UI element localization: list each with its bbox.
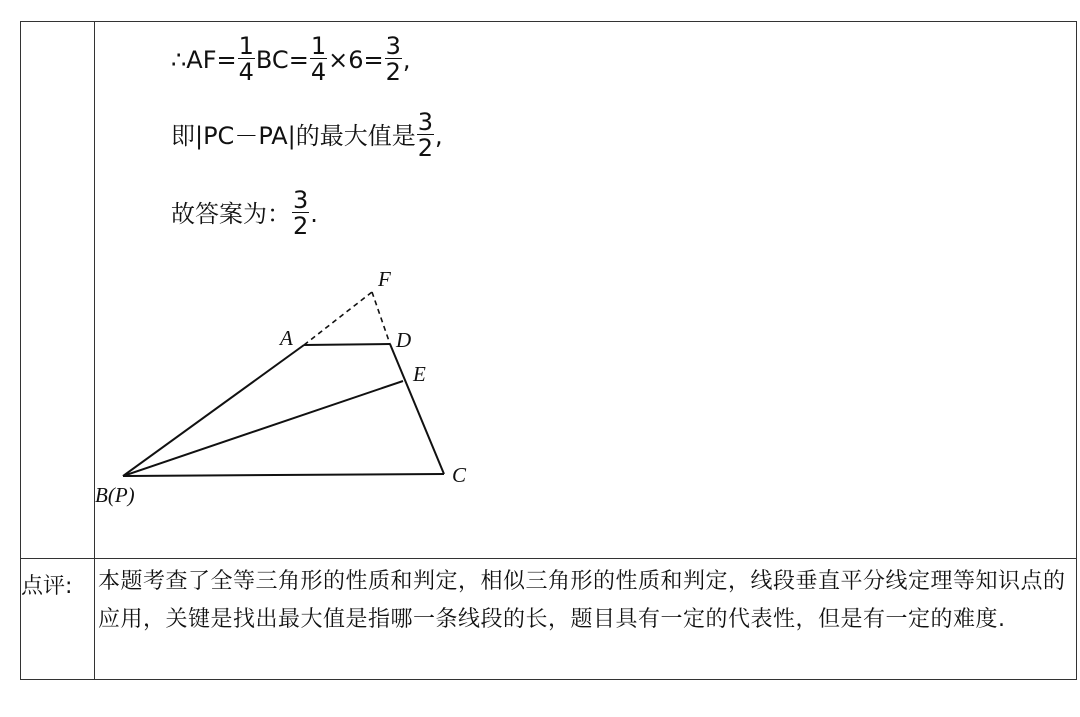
label-E: E [413,362,426,386]
line1-prefix: ∴AF= [171,45,237,74]
label-F: F [378,267,391,291]
numerator: 3 [293,186,309,214]
denominator: 2 [385,58,401,86]
segment-AF-dashed [304,292,372,345]
segment-AD [304,344,390,345]
denominator: 4 [310,58,327,86]
remark-text: 本题考查了全等三角形的性质和判定，相似三角形的性质和判定，线段垂直平分线定理等知识点的应用，关键是找出最大值是指哪一条线段的长，题目具有一定的代表性，但是有一定的难度. [95,559,1077,680]
line2-suffix: , [435,121,443,150]
label-A: A [280,326,293,350]
line1-mid1: BC= [255,45,309,74]
denominator: 2 [417,134,434,162]
numerator: 1 [238,32,254,60]
denominator: 4 [238,58,254,86]
segment-AB [123,345,304,476]
label-C: C [452,463,467,487]
segment-FD-dashed [372,292,390,344]
line1-suffix: , [402,45,411,74]
segment-BC [123,474,444,476]
numerator: 1 [310,32,327,60]
segment-BE [123,381,403,476]
denominator: 2 [293,212,309,240]
line1-mid2: ×6= [328,45,384,74]
line3-prefix: 故答案为： [171,199,291,228]
numerator: 3 [417,108,434,136]
remark-label: 点评: [21,559,95,680]
label-D: D [396,328,412,352]
line3-suffix: . [310,199,318,228]
line2-prefix: 即|PC－PA|的最大值是 [171,121,416,150]
numerator: 3 [385,32,401,60]
label-B-P: B(P) [95,483,135,507]
